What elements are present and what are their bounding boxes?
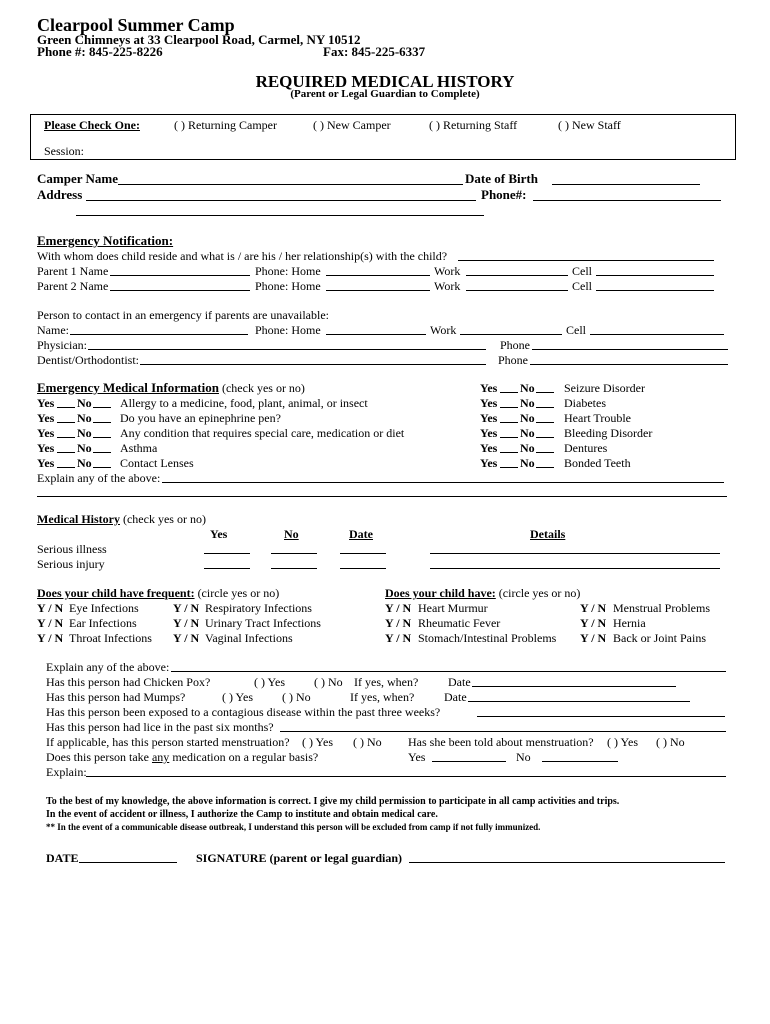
camper-name-field[interactable] [118, 184, 463, 185]
em-right-item-1: Diabetes [564, 396, 606, 410]
em-right-no-blank-5[interactable] [536, 467, 554, 468]
medication-question-post: medication on a regular basis? [169, 750, 319, 764]
dentist-label: Dentist/Orthodontist: [37, 353, 139, 367]
mh-row-injury: Serious injury [37, 557, 105, 571]
em-right-no-blank-3[interactable] [536, 437, 554, 438]
mh-illness-date[interactable] [340, 553, 386, 554]
parent2-home-label: Phone: Home [255, 279, 321, 293]
freq2-yn-0[interactable]: Y / N [173, 601, 200, 615]
em-left-no-0: No [77, 396, 92, 410]
dentist-field[interactable] [140, 364, 486, 365]
contact-work-label: Work [430, 323, 457, 337]
freq-yn-0[interactable]: Y / N [37, 601, 64, 615]
em-right-yes-1: Yes [480, 396, 498, 410]
have2-yn-1[interactable]: Y / N [580, 616, 607, 630]
freq2-item-1: Urinary Tract Infections [205, 616, 321, 630]
em-left-item-0: Allergy to a medicine, food, plant, animal, or insect [120, 396, 368, 410]
mh-col-no: No [284, 527, 299, 541]
have2-yn-0[interactable]: Y / N [580, 601, 607, 615]
told-menstruation-no[interactable]: ( ) No [656, 735, 685, 749]
signature-label: SIGNATURE (parent or legal guardian) [196, 851, 403, 865]
em-left-no-1: No [77, 411, 92, 425]
have2-yn-2[interactable]: Y / N [580, 631, 607, 645]
freq2-yn-2[interactable]: Y / N [173, 631, 200, 645]
address-label: Address [37, 187, 83, 202]
have-heading: Does your child have: [385, 586, 496, 600]
dob-field[interactable] [552, 184, 700, 185]
em-right-item-5: Bonded Teeth [564, 456, 631, 470]
freq-item-1: Ear Infections [69, 616, 137, 630]
frequent-heading-row [37, 586, 279, 600]
medication-question-row [46, 750, 318, 764]
freq2-item-0: Respiratory Infections [205, 601, 312, 615]
camper-phone-label: Phone#: [481, 187, 527, 202]
physician-label: Physician: [37, 338, 87, 352]
em-left-yes-0: Yes [37, 396, 55, 410]
em-left-yes-2: Yes [37, 426, 55, 440]
em-left-yes-blank-3[interactable] [57, 452, 75, 453]
medication-yes-field[interactable] [432, 761, 506, 762]
dob-label: Date of Birth [465, 171, 538, 186]
em-left-yes-blank-1[interactable] [57, 422, 75, 423]
frequent-heading-suffix: (circle yes or no) [194, 586, 280, 600]
contact-work-field[interactable] [460, 334, 562, 335]
mumps-date-label: Date [444, 690, 467, 704]
em-left-yes-blank-4[interactable] [57, 467, 75, 468]
told-menstruation-question: Has she been told about menstruation? [408, 735, 594, 749]
chicken-pox-when-label: If yes, when? [354, 675, 419, 689]
em-right-yes-3: Yes [480, 426, 498, 440]
mumps-no[interactable]: ( ) No [282, 690, 311, 704]
freq-yn-2[interactable]: Y / N [37, 631, 64, 645]
em-left-no-3: No [77, 441, 92, 455]
physician-phone-field[interactable] [532, 349, 728, 350]
em-right-yes-5: Yes [480, 456, 498, 470]
freq2-item-2: Vaginal Infections [205, 631, 293, 645]
parent1-cell-field[interactable] [596, 275, 714, 276]
em-right-no-blank-1[interactable] [536, 407, 554, 408]
em-right-no-2: No [520, 411, 535, 425]
mh-col-details: Details [530, 527, 566, 541]
dentist-phone-field[interactable] [530, 364, 728, 365]
mumps-when-label: If yes, when? [350, 690, 415, 704]
mh-col-yes: Yes [210, 527, 228, 541]
chicken-pox-question: Has this person had Chicken Pox? [46, 675, 211, 689]
em-right-yes-2: Yes [480, 411, 498, 425]
em-left-yes-4: Yes [37, 456, 55, 470]
medication-no-label: No [516, 750, 531, 764]
em-right-no-1: No [520, 396, 535, 410]
em-right-yes-4: Yes [480, 441, 498, 455]
consent-line-1: To the best of my knowledge, the above information is correct. I give my child permission to participate in all camp activities and trips. [46, 796, 620, 807]
hq-explain-field[interactable] [171, 671, 726, 672]
em-right-no-4: No [520, 441, 535, 455]
em-right-no-3: No [520, 426, 535, 440]
emergency-medical-heading-suffix: (check yes or no) [218, 381, 305, 395]
emergency-medical-heading-row [37, 381, 305, 395]
em-explain-label: Explain any of the above: [37, 471, 161, 485]
mh-injury-no[interactable] [271, 568, 317, 569]
address-field[interactable] [86, 200, 476, 201]
hq-explain-label: Explain any of the above: [46, 660, 170, 674]
camp-fax: Fax: 845-225-6337 [323, 44, 426, 59]
have-yn-1[interactable]: Y / N [385, 616, 412, 630]
mh-row-illness: Serious illness [37, 542, 107, 556]
medical-history-heading-suffix: (check yes or no) [119, 512, 206, 526]
signature-field[interactable] [409, 862, 725, 863]
medication-no-field[interactable] [542, 761, 618, 762]
option-returning-camper[interactable]: ( ) Returning Camper [174, 118, 277, 132]
em-left-no-4: No [77, 456, 92, 470]
em-right-no-0: No [520, 381, 535, 395]
em-left-item-2: Any condition that requires special care, medication or diet [120, 426, 405, 440]
option-new-camper[interactable]: ( ) New Camper [313, 118, 391, 132]
mh-illness-yes[interactable] [204, 553, 250, 554]
chicken-pox-no[interactable]: ( ) No [314, 675, 343, 689]
em-right-item-2: Heart Trouble [564, 411, 631, 425]
parent1-home-label: Phone: Home [255, 264, 321, 278]
medical-history-heading-row [37, 512, 206, 526]
em-explain-field-line2[interactable] [37, 496, 727, 497]
mh-injury-yes[interactable] [204, 568, 250, 569]
contact-intro: Person to contact in an emergency if parents are unavailable: [37, 308, 329, 322]
em-right-no-blank-2[interactable] [536, 422, 554, 423]
mumps-question: Has this person had Mumps? [46, 690, 186, 704]
menstruation-yes[interactable]: ( ) Yes [302, 735, 334, 749]
parent2-cell-label: Cell [572, 279, 592, 293]
mh-illness-details[interactable] [430, 553, 720, 554]
parent1-home-field[interactable] [326, 275, 430, 276]
dentist-phone-label: Phone [498, 353, 528, 367]
mumps-date-field[interactable] [468, 701, 690, 702]
option-returning-staff[interactable]: ( ) Returning Staff [429, 118, 518, 132]
reside-question: With whom does child reside and what is / are his / her relationship(s) with the child? [37, 249, 448, 263]
contact-cell-field[interactable] [590, 334, 724, 335]
mh-injury-date[interactable] [340, 568, 386, 569]
menstruation-question: If applicable, has this person started menstruation? [46, 735, 290, 749]
emergency-heading: Emergency Notification: [37, 233, 174, 248]
lice-question: Has this person had lice in the past six months? [46, 720, 274, 734]
contagious-field[interactable] [477, 716, 725, 717]
em-right-yes-blank-3[interactable] [500, 437, 518, 438]
contact-home-field[interactable] [326, 334, 426, 335]
em-left-yes-3: Yes [37, 441, 55, 455]
em-left-item-1: Do you have an epinephrine pen? [120, 411, 281, 425]
have-yn-2[interactable]: Y / N [385, 631, 412, 645]
chicken-pox-yes[interactable]: ( ) Yes [254, 675, 286, 689]
medication-explain-field[interactable] [86, 776, 726, 777]
have-yn-0[interactable]: Y / N [385, 601, 412, 615]
parent2-cell-field[interactable] [596, 290, 714, 291]
em-right-yes-0: Yes [480, 381, 498, 395]
medication-question-pre: Does this person take [46, 750, 152, 764]
em-right-yes-blank-0[interactable] [500, 392, 518, 393]
contact-name-field[interactable] [70, 334, 248, 335]
have-item-0: Heart Murmur [418, 601, 488, 615]
camp-address: Green Chimneys at 33 Clearpool Road, Carmel, NY 10512 [37, 32, 361, 47]
mh-injury-details[interactable] [430, 568, 720, 569]
date-label: DATE [46, 851, 79, 865]
em-left-no-blank-4[interactable] [93, 467, 111, 468]
mh-col-date: Date [349, 527, 373, 541]
form-title: REQUIRED MEDICAL HISTORY [255, 72, 515, 91]
camper-phone-field[interactable] [533, 200, 721, 201]
em-right-item-3: Bleeding Disorder [564, 426, 653, 440]
chicken-pox-date-field[interactable] [472, 686, 676, 687]
option-new-staff[interactable]: ( ) New Staff [558, 118, 621, 132]
em-explain-field[interactable] [162, 482, 724, 483]
em-right-yes-blank-4[interactable] [500, 452, 518, 453]
em-left-yes-blank-0[interactable] [57, 407, 75, 408]
parent2-work-label: Work [434, 279, 461, 293]
em-right-no-5: No [520, 456, 535, 470]
parent2-name-field[interactable] [110, 290, 250, 291]
em-right-item-0: Seizure Disorder [564, 381, 645, 395]
session-label: Session: [44, 144, 85, 158]
parent1-work-label: Work [434, 264, 461, 278]
parent1-name-field[interactable] [110, 275, 250, 276]
consent-line-3: ** In the event of a communicable disease outbreak, I understand this person will be excluded from camp if not fully immunized. [46, 822, 541, 832]
contact-home-label: Phone: Home [255, 323, 321, 337]
em-left-no-blank-3[interactable] [93, 452, 111, 453]
check-one-label: Please Check One: [44, 118, 140, 132]
medication-explain-label: Explain: [46, 765, 87, 779]
chicken-pox-date-label: Date [448, 675, 471, 689]
em-left-no-blank-1[interactable] [93, 422, 111, 423]
have-item-1: Rheumatic Fever [418, 616, 501, 630]
parent2-home-field[interactable] [326, 290, 430, 291]
camper-name-label: Camper Name [37, 171, 118, 186]
contact-cell-label: Cell [566, 323, 586, 337]
have-item-2: Stomach/Intestinal Problems [418, 631, 557, 645]
emergency-medical-heading: Emergency Medical Information [37, 380, 219, 395]
medication-question-any: any [151, 750, 170, 764]
em-right-item-4: Dentures [564, 441, 608, 455]
mh-illness-no[interactable] [271, 553, 317, 554]
parent1-work-field[interactable] [466, 275, 568, 276]
camp-name: Clearpool Summer Camp [37, 15, 235, 35]
mumps-yes[interactable]: ( ) Yes [222, 690, 254, 704]
parent2-work-field[interactable] [466, 290, 568, 291]
parent1-cell-label: Cell [572, 264, 592, 278]
em-left-yes-blank-2[interactable] [57, 437, 75, 438]
have2-item-1: Hernia [613, 616, 646, 630]
freq2-yn-1[interactable]: Y / N [173, 616, 200, 630]
physician-field[interactable] [88, 349, 486, 350]
have2-item-2: Back or Joint Pains [613, 631, 706, 645]
em-left-item-3: Asthma [120, 441, 158, 455]
em-right-no-blank-4[interactable] [536, 452, 554, 453]
em-left-yes-1: Yes [37, 411, 55, 425]
have2-item-0: Menstrual Problems [613, 601, 710, 615]
camp-phone: Phone #: 845-225-8226 [37, 44, 163, 59]
medical-history-heading: Medical History [37, 512, 120, 526]
contagious-question: Has this person been exposed to a contagious disease within the past three weeks? [46, 705, 441, 719]
freq-item-2: Throat Infections [69, 631, 152, 645]
freq-item-0: Eye Infections [69, 601, 139, 615]
form-subtitle: (Parent or Legal Guardian to Complete) [290, 88, 480, 100]
parent1-label: Parent 1 Name [37, 264, 109, 278]
address-field-line2[interactable] [76, 215, 484, 216]
frequent-heading: Does your child have frequent: [37, 586, 195, 600]
parent2-label: Parent 2 Name [37, 279, 109, 293]
em-right-yes-blank-2[interactable] [500, 422, 518, 423]
told-menstruation-yes[interactable]: ( ) Yes [607, 735, 639, 749]
freq-yn-1[interactable]: Y / N [37, 616, 64, 630]
have-heading-suffix: (circle yes or no) [495, 586, 581, 600]
medication-yes-label: Yes [408, 750, 426, 764]
have-heading-row [385, 586, 580, 600]
lice-field[interactable] [280, 731, 726, 732]
em-right-yes-blank-5[interactable] [500, 467, 518, 468]
menstruation-no[interactable]: ( ) No [353, 735, 382, 749]
em-right-no-blank-0[interactable] [536, 392, 554, 393]
em-left-no-blank-0[interactable] [93, 407, 111, 408]
consent-line-2: In the event of accident or illness, I authorize the Camp to institute and obtain medical care. [46, 809, 438, 820]
em-right-yes-blank-1[interactable] [500, 407, 518, 408]
date-field[interactable] [79, 862, 177, 863]
em-left-no-2: No [77, 426, 92, 440]
contact-name-label: Name: [37, 323, 69, 337]
reside-field[interactable] [458, 260, 714, 261]
em-left-item-4: Contact Lenses [120, 456, 194, 470]
em-left-no-blank-2[interactable] [93, 437, 111, 438]
physician-phone-label: Phone [500, 338, 530, 352]
